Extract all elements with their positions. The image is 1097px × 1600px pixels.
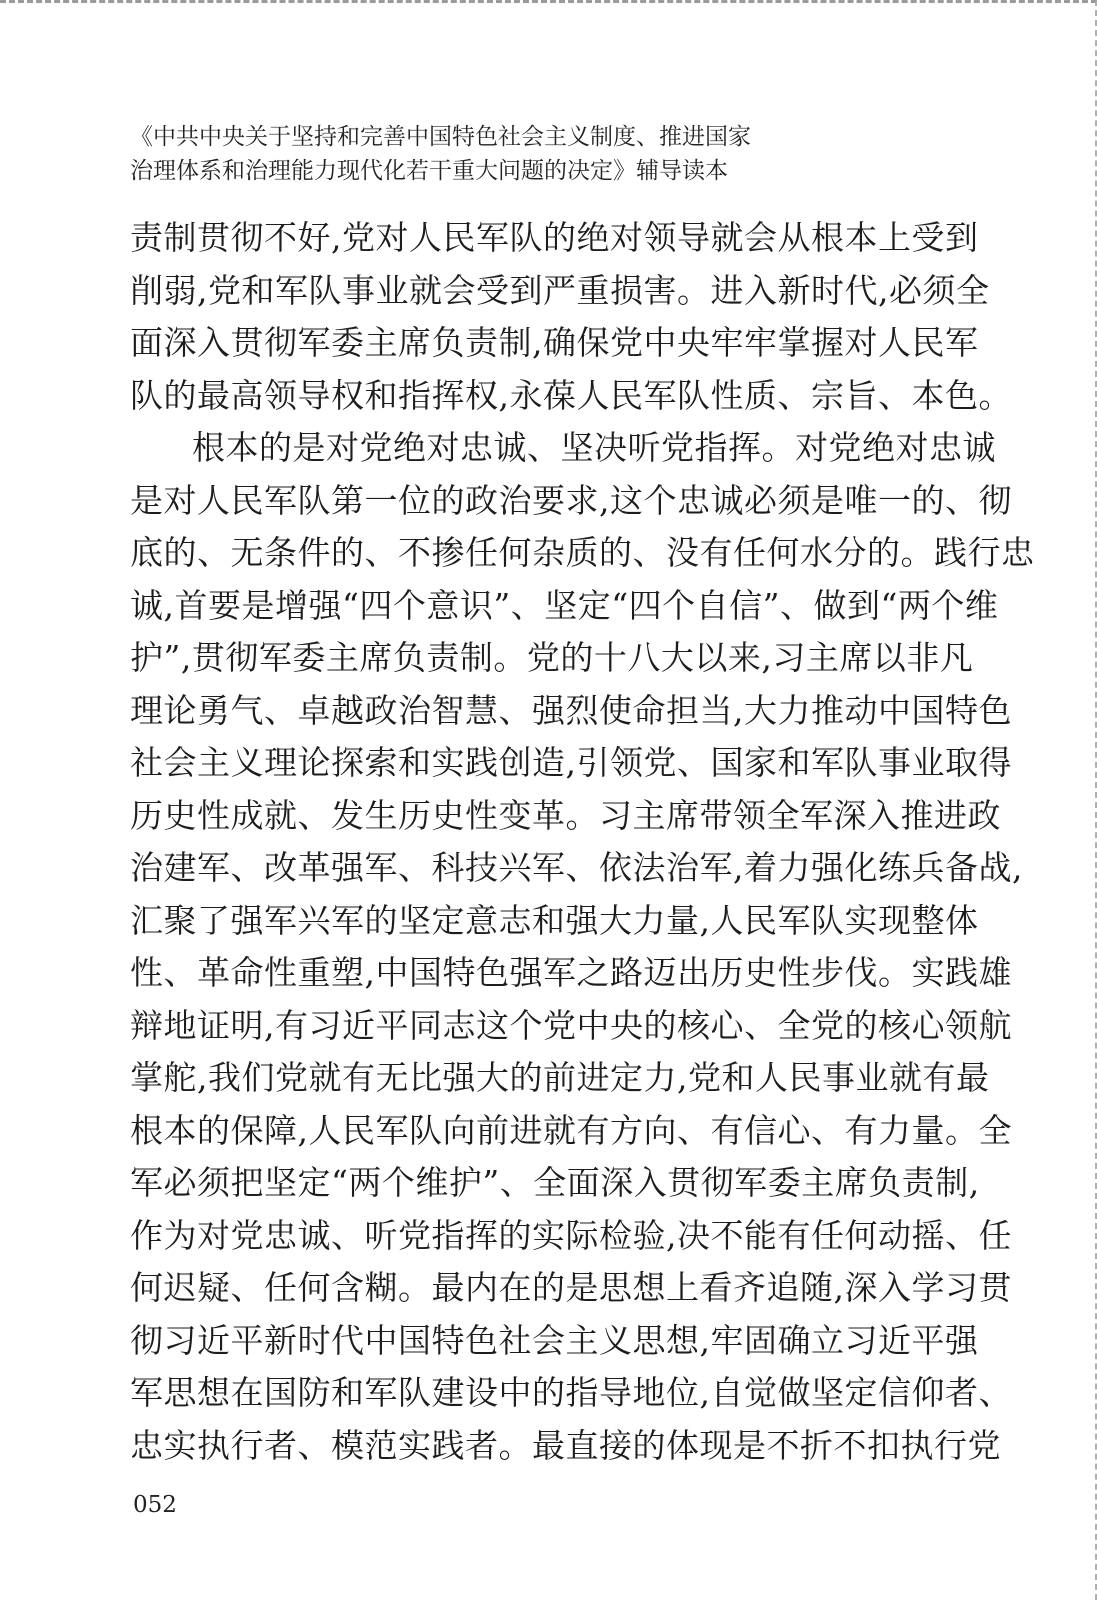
text-line: 辩地证明,有习近平同志这个党中央的核心、全党的核心领航: [130, 1005, 1012, 1045]
text-line: 掌舵,我们党就有无比强大的前进定力,党和人民事业就有最: [130, 1058, 990, 1097]
text-line: 作为对党忠诚、听党指挥的实际检验,决不能有任何动摇、任: [130, 1215, 1012, 1255]
text-line: 责制贯彻不好,党对人民军队的绝对领导就会从根本上受到: [130, 218, 979, 257]
text-line: 护”,贯彻军委主席负责制。党的十八大以来,习主席以非凡: [130, 638, 974, 677]
page-number: 052: [133, 1492, 177, 1518]
paragraph-start-line: 根本的是对党绝对忠诚、坚决听党指挥。对党绝对忠诚: [192, 428, 996, 467]
text-line: 性、革命性重塑,中国特色强军之路迈出历史性步伐。实践雄: [130, 953, 1012, 992]
text-line: 理论勇气、卓越政治智慧、强烈使命担当,大力推动中国特色: [130, 690, 1012, 730]
text-line: 军必须把坚定“两个维护”、全面深入贯彻军委主席负责制,: [130, 1163, 980, 1202]
text-line: 队的最高领导权和指挥权,永葆人民军队性质、宗旨、本色。: [130, 375, 1012, 415]
text-line: 底的、无条件的、不掺任何杂质的、没有任何水分的。践行忠: [130, 533, 1035, 572]
header-line: 治理体系和治理能力现代化若干重大问题的决定》辅导读本: [130, 158, 728, 184]
text-line: 治建军、改革强军、科技兴军、依法治军,着力强化练兵备战,: [130, 848, 1023, 887]
text-line: 面深入贯彻军委主席负责制,确保党中央牢牢掌握对人民军: [130, 323, 979, 362]
text-line: 历史性成就、发生历史性变革。习主席带领全军深入推进政: [130, 795, 1001, 835]
text-line: 汇聚了强军兴军的坚定意志和强大力量,人民军队实现整体: [130, 900, 979, 940]
text-line: 何迟疑、任何含糊。最内在的是思想上看齐追随,深入学习贯: [130, 1268, 1012, 1307]
text-line: 削弱,党和军队事业就会受到严重损害。进入新时代,必须全: [130, 270, 990, 310]
text-line: 根本的保障,人民军队向前进就有方向、有信心、有力量。全: [130, 1110, 1012, 1150]
running-header: [130, 120, 990, 188]
text-line: 彻习近平新时代中国特色社会主义思想,牢固确立习近平强: [130, 1320, 979, 1360]
text-line: 忠实执行者、模范实践者。最直接的体现是不折不扣执行党: [130, 1425, 1001, 1465]
text-line: 是对人民军队第一位的政治要求,这个忠诚必须是唯一的、彻: [130, 480, 1012, 520]
text-line: 社会主义理论探索和实践创造,引领党、国家和军队事业取得: [130, 743, 1012, 782]
body-text: [130, 212, 1035, 1472]
text-line: 军思想在国防和军队建设中的指导地位,自觉做坚定信仰者、: [130, 1373, 1012, 1412]
header-line: 《中共中央关于坚持和完善中国特色社会主义制度、推进国家: [130, 124, 751, 150]
text-line: 诚,首要是增强“四个意识”、坚定“四个自信”、做到“两个维: [130, 585, 999, 625]
